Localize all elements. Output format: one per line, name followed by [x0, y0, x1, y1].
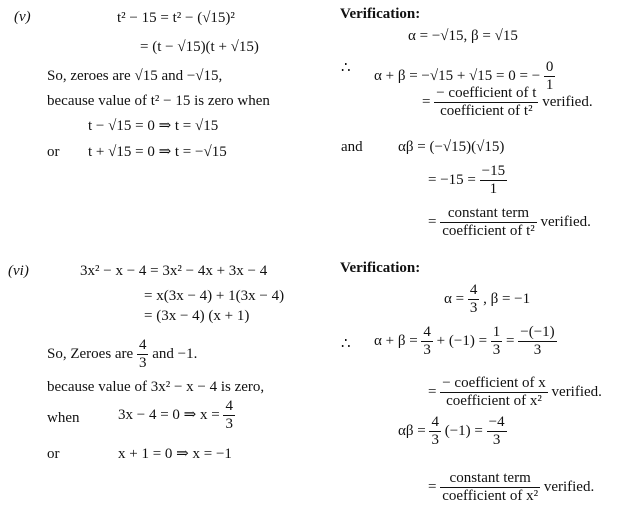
fraction-numerator: 4: [138, 337, 147, 353]
fraction-numerator: 4: [225, 398, 233, 414]
part-vi-sum: α + β = $\frac{4}{3}$ + (−1) = $\frac{1}{3}$ = $\frac{-(-1)}{3}$: [374, 324, 555, 358]
fraction-denominator: 3: [492, 432, 501, 448]
part-vi-prod-coef-fraction: [440, 470, 540, 505]
part-vi-therefore: ∴: [341, 336, 351, 352]
fraction-numerator: −4: [488, 414, 505, 430]
part-vi-alpha-pre: α =: [444, 290, 465, 307]
fraction-denominator: 3: [423, 342, 431, 358]
fraction-numerator: −15: [481, 163, 506, 179]
part-vi-sum-fraction-2: [491, 324, 503, 359]
part-vi-eq3: = (3x − 4) (x + 1): [144, 308, 250, 324]
part-vi-sum-mid: + (−1) =: [436, 332, 488, 349]
fraction-numerator: −(−1): [520, 324, 555, 340]
fraction-denominator: 3: [492, 342, 501, 358]
part-vi-because: because value of 3x² − x − 4 is zero,: [47, 379, 265, 395]
part-vi-sum-fraction-1: [421, 324, 433, 359]
part-vi-when: when: [47, 410, 80, 426]
part-vi-sum-pre: α + β =: [374, 332, 418, 349]
part-v-label: (v): [14, 9, 31, 25]
verified-label: verified.: [551, 383, 602, 400]
fraction-numerator: 4: [431, 414, 439, 430]
fraction-denominator: 1: [489, 181, 498, 197]
part-vi-cond2: x + 1 = 0 ⇒ x = −1: [118, 446, 232, 462]
fraction-numerator: constant term: [440, 470, 540, 488]
part-vi-zeroes: [47, 337, 197, 372]
part-v-prod2-text: = −15 =: [428, 171, 476, 188]
part-vi-prod: [398, 414, 507, 449]
part-vi-zeroes-fraction: [137, 337, 149, 372]
part-vi-prod-pre: αβ =: [398, 422, 426, 439]
fraction-numerator: − coefficient of t: [436, 85, 537, 101]
part-v-prod-coef-line: = $\frac{\text{constant term}}{\text{coefficient of t²}}$ verified.: [428, 205, 591, 239]
part-v-alpha-beta: α = −√15, β = √15: [408, 28, 518, 44]
part-vi-beta: , β = −1: [483, 290, 531, 307]
fraction-denominator: 3: [138, 355, 147, 371]
part-v-therefore: ∴: [341, 60, 351, 76]
fraction-numerator: − coefficient of x: [442, 375, 546, 391]
part-vi-zeroes-pre: So, Zeroes are: [47, 345, 134, 362]
part-vi-cond1-text: 3x − 4 = 0 ⇒ x =: [118, 406, 220, 423]
part-v-zeroes: So, zeroes are √15 and −√15,: [47, 68, 223, 84]
fraction-denominator: 3: [431, 432, 439, 448]
part-v-sum-coef-line: = $\frac{\text{− coefficient of t}}{\text{coefficient of t²}}$ verified.: [422, 85, 593, 119]
fraction-denominator: coefficient of t²: [440, 103, 533, 119]
part-vi-cond1: [118, 398, 235, 433]
fraction-denominator: 3: [225, 416, 233, 432]
fraction-numerator: 4: [469, 282, 478, 298]
part-vi-verification-title: Verification:: [340, 260, 421, 276]
part-vi-label: (vi): [8, 263, 29, 279]
part-vi-zeroes-post: and −1.: [152, 345, 198, 362]
part-vi-sum-fraction-3: [518, 324, 556, 359]
fraction-denominator: 3: [533, 342, 542, 358]
part-vi-alpha-fraction: [468, 282, 480, 317]
part-vi-sum-coef-fraction: [440, 375, 548, 410]
part-v-eq2: = (t − √15)(t + √15): [140, 39, 259, 55]
fraction-numerator: 0: [545, 59, 554, 75]
part-vi-prod-fraction-2: [487, 414, 507, 449]
part-v-and: and: [341, 139, 363, 155]
verified-label: verified.: [543, 478, 595, 495]
part-v-prod1: αβ = (−√15)(√15): [398, 139, 505, 155]
fraction-denominator: coefficient of x²: [442, 488, 539, 504]
part-v-verification-title: Verification:: [340, 6, 421, 22]
part-vi-prod-mid: (−1) =: [444, 422, 483, 439]
part-v-prod-fraction: [480, 163, 507, 198]
part-v-cond1: t − √15 = 0 ⇒ t = √15: [88, 118, 219, 134]
part-vi-alpha-beta: [444, 282, 530, 317]
verified-label: verified.: [540, 213, 591, 230]
fraction-denominator: coefficient of t²: [442, 223, 535, 239]
fraction-denominator: 3: [469, 300, 478, 316]
part-vi-prod-coef-line: = $\frac{\text{constant term}}{\text{coefficient of x²}}$ verified.: [428, 470, 595, 504]
part-v-or: or: [47, 144, 60, 160]
fraction-numerator: 4: [423, 324, 431, 340]
fraction-numerator: 1: [492, 324, 501, 340]
part-vi-sum-coef-line: = $\frac{\text{− coefficient of x}}{\text{coefficient of x²}}$ verified.: [428, 375, 602, 409]
part-vi-eq1: 3x² − x − 4 = 3x² − 4x + 3x − 4: [80, 263, 268, 279]
part-v-sum-coef-fraction: [434, 85, 538, 120]
part-vi-cond1-fraction: [223, 398, 235, 433]
part-v-sum-text: α + β = −√15 + √15 = 0 = −: [374, 67, 541, 84]
part-vi-eq2: = x(3x − 4) + 1(3x − 4): [144, 288, 285, 304]
part-vi-or: or: [47, 446, 60, 462]
fraction-denominator: 1: [545, 77, 554, 93]
part-v-cond2: t + √15 = 0 ⇒ t = −√15: [88, 144, 227, 160]
part-v-prod-coef-fraction: [440, 205, 537, 240]
fraction-denominator: coefficient of x²: [446, 393, 542, 409]
verified-label: verified.: [542, 93, 593, 110]
part-v-because: because value of t² − 15 is zero when: [47, 93, 270, 109]
part-v-prod2: [428, 163, 507, 198]
part-v-eq1: t² − 15 = t² − (√15)²: [117, 10, 235, 26]
fraction-numerator: constant term: [440, 205, 537, 223]
part-vi-prod-fraction-1: [429, 414, 441, 449]
